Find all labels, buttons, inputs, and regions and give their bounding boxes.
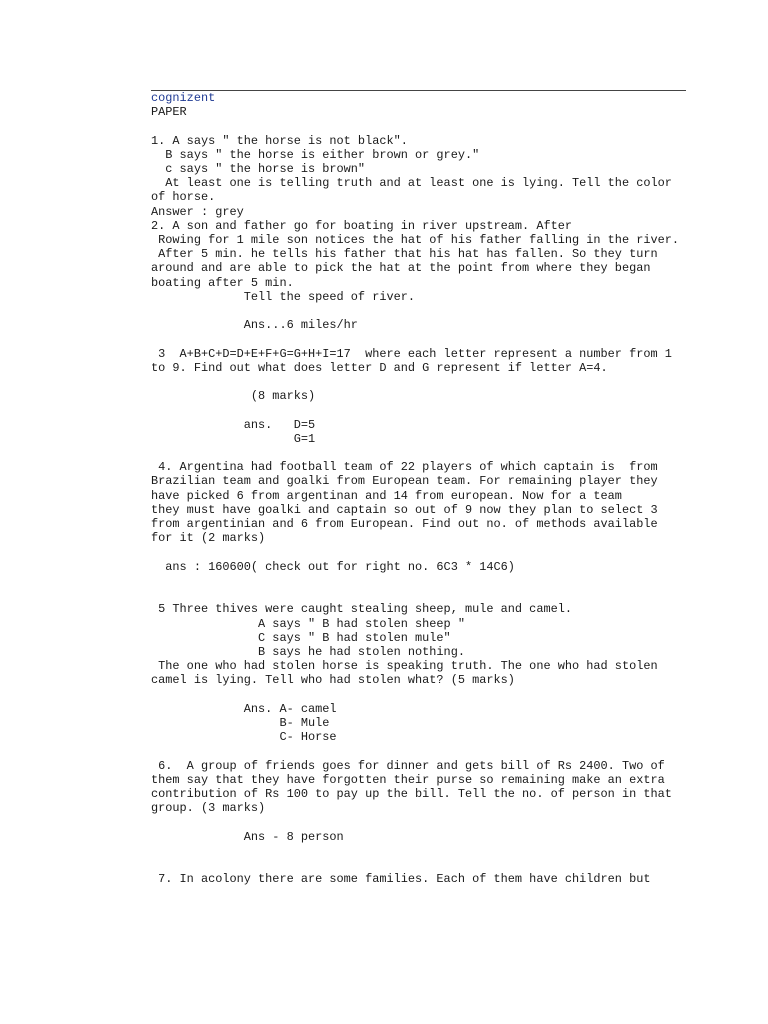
text-line: them say that they have forgotten their purse so remaining make an extra (151, 772, 665, 787)
text-line: The one who had stolen horse is speaking truth. The one who had stolen (151, 659, 658, 674)
text-line: B says " the horse is either brown or grey." (151, 147, 480, 162)
text-line: PAPER (151, 105, 187, 120)
text-line: (8 marks) (151, 389, 316, 404)
text-line: Ans. A- camel (151, 701, 337, 716)
text-line: Ans - 8 person (151, 829, 344, 844)
text-line: contribution of Rs 100 to pay up the bill. Tell the no. of person in that (151, 786, 672, 801)
text-line: C says " B had stolen mule" (151, 630, 451, 645)
text-line: for it (2 marks) (151, 531, 266, 546)
text-line: around and are able to pick the hat at the point from where they began (151, 261, 651, 276)
text-line: B- Mule (151, 715, 330, 730)
text-line: Brazilian team and goalki from European team. For remaining player they (151, 474, 658, 489)
document-body (151, 105, 679, 886)
text-line: have picked 6 from argentinan and 14 from european. Now for a team (151, 488, 622, 503)
document-text (151, 91, 691, 886)
text-line: 7. In acolony there are some families. Each of them have children but (151, 872, 651, 887)
text-line: 1. A says " the horse is not black". (151, 133, 408, 148)
text-line: ans : 160600( check out for right no. 6C3 * 14C6) (151, 559, 515, 574)
text-line: 2. A son and father go for boating in river upstream. After (151, 218, 572, 233)
text-line: Tell the speed of river. (151, 289, 416, 304)
text-line: camel is lying. Tell who had stolen what? (5 marks) (151, 673, 515, 688)
text-line: from argentinian and 6 from European. Find out no. of methods available (151, 517, 658, 532)
text-line: 6. A group of friends goes for dinner and gets bill of Rs 2400. Two of (151, 758, 665, 773)
text-line: At least one is telling truth and at least one is lying. Tell the color (151, 176, 672, 191)
text-line: 3 A+B+C+D=D+E+F+G=G+H+I=17 where each letter represent a number from 1 (151, 346, 672, 361)
text-line: 5 Three thives were caught stealing sheep, mule and camel. (151, 602, 572, 617)
text-line: they must have goalki and captain so out of 9 now they plan to select 3 (151, 502, 658, 517)
text-line: 4. Argentina had football team of 22 players of which captain is from (151, 460, 658, 475)
text-line: c says " the horse is brown" (151, 162, 366, 177)
text-line: boating after 5 min. (151, 275, 294, 290)
text-line: C- Horse (151, 730, 337, 745)
text-line: G=1 (151, 431, 316, 446)
text-line: A says " B had stolen sheep " (151, 616, 465, 631)
text-line: of horse. (151, 190, 216, 205)
text-line: B says he had stolen nothing. (151, 644, 465, 659)
text-line: Answer : grey (151, 204, 244, 219)
text-line: ans. D=5 (151, 417, 316, 432)
text-line: After 5 min. he tells his father that his hat has fallen. So they turn (151, 247, 658, 262)
text-line: Ans...6 miles/hr (151, 318, 358, 333)
text-line: Rowing for 1 mile son notices the hat of his father falling in the river. (151, 233, 680, 248)
text-line: to 9. Find out what does letter D and G represent if letter A=4. (151, 360, 608, 375)
text-line: group. (3 marks) (151, 801, 266, 816)
company-name: cognizent (151, 91, 216, 105)
